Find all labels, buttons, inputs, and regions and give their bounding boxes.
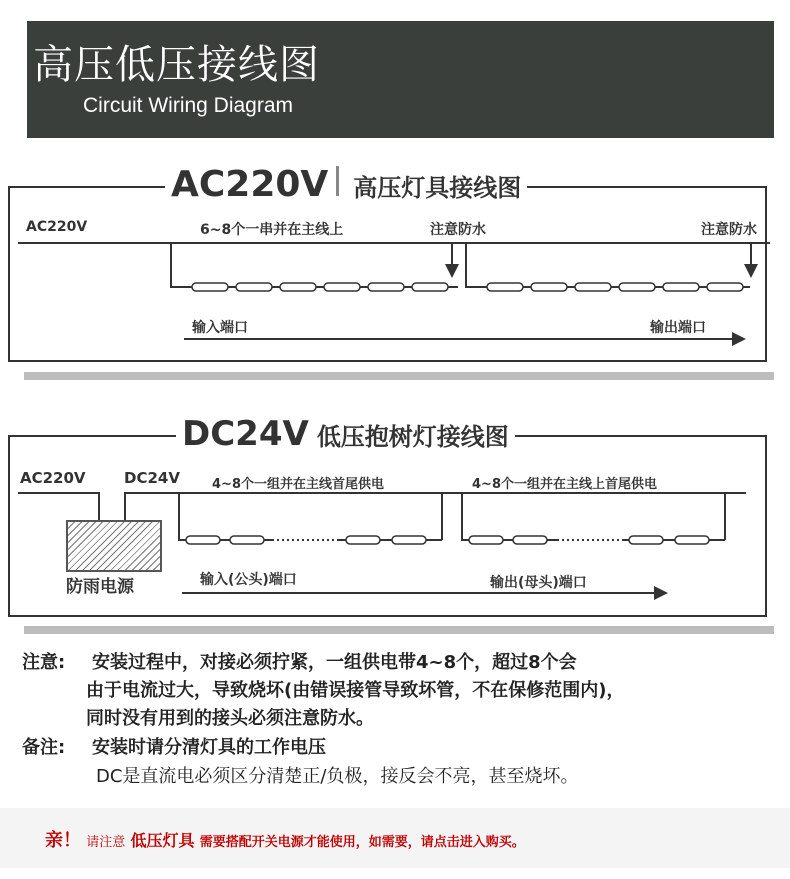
dc-output-label: 输出(母头)端口 [490, 575, 587, 591]
dc-ac-input-line [18, 492, 100, 494]
dc-panel-title [176, 414, 515, 454]
dc-flow-line [182, 592, 654, 594]
title-divider [336, 166, 339, 196]
ac-group-label: 6~8个一串并在主线上 [200, 222, 344, 238]
dc-light-string-a [178, 533, 444, 547]
dc-voltage-label: DC24V [124, 469, 180, 487]
dc-light-string-b [461, 533, 727, 547]
page-title: 高压低压接线图 [33, 42, 320, 88]
ac-output-label: 输出端口 [650, 320, 706, 336]
ac-down-arrow-icon [744, 264, 758, 278]
footer-text-d[interactable]: 需要搭配开关电源才能使用，如需要，请点击进入购买。 [199, 835, 525, 850]
header-banner [27, 21, 774, 138]
panel-shadow [24, 626, 774, 634]
ac-flow-line [184, 338, 732, 340]
footer-text [45, 826, 525, 852]
ac-title-voltage: AC220V [171, 164, 329, 205]
footer-text-c: 低压灯具 [130, 831, 195, 850]
page-subtitle: Circuit Wiring Diagram [83, 94, 294, 117]
footer-text-a: 亲！ [45, 830, 81, 851]
dc-group-label-b: 4~8个一组并在主线上首尾供电 [472, 477, 657, 492]
ac-note-waterproof-b: 注意防水 [701, 222, 757, 238]
note-line-1: 安装过程中，对接必须拧紧，一组供电带4~8个，超过8个会 [92, 652, 577, 673]
ac-note-waterproof-a: 注意防水 [430, 222, 486, 238]
ac-main-line [18, 242, 770, 244]
footer-banner [0, 808, 790, 868]
note-attention-label: 注意: [22, 652, 66, 673]
ac-input-label: 输入端口 [192, 320, 248, 336]
note-line-2: 由于电流过大，导致烧坏(由错误接管导致坏管，不在保修范围内)， [86, 680, 625, 701]
rainproof-power-box [66, 520, 162, 572]
dc-main-line [124, 492, 746, 494]
dc-drop-line [124, 492, 126, 520]
note-remark-label: 备注: [22, 737, 66, 758]
ac-title-text: 高压灯具接线图 [353, 174, 522, 202]
ac-light-string-b [465, 280, 755, 294]
dc-title-voltage: DC24V [182, 414, 309, 454]
ac-left-label: AC220V [26, 219, 88, 235]
ac-light-string-a [170, 280, 460, 294]
ac-panel-title [165, 164, 527, 205]
ac-down-arrow-icon [445, 264, 459, 278]
dc-flow-arrow-icon [654, 586, 668, 600]
dc-power-label: 防雨电源 [66, 577, 134, 597]
note-line-3: 同时没有用到的接头必须注意防水。 [86, 708, 374, 729]
note-line-4: 安装时请分清灯具的工作电压 [92, 737, 326, 758]
footer-text-b: 请注意 [86, 835, 126, 850]
dc-title-text: 低压抱树灯接线图 [316, 423, 509, 451]
dc-left-label: AC220V [20, 469, 86, 487]
panel-shadow [24, 372, 774, 380]
dc-input-label: 输入(公头)端口 [200, 572, 297, 588]
dc-ac-drop-line [98, 492, 100, 520]
ac-drop-line [451, 242, 453, 266]
note-line-5: DC是直流电必须区分清楚正/负极，接反会不亮，甚至烧坏。 [96, 766, 579, 787]
ac-drop-line [750, 242, 752, 266]
ac-flow-arrow-icon [732, 332, 746, 346]
dc-group-label-a: 4~8个一组并在主线首尾供电 [212, 477, 384, 492]
